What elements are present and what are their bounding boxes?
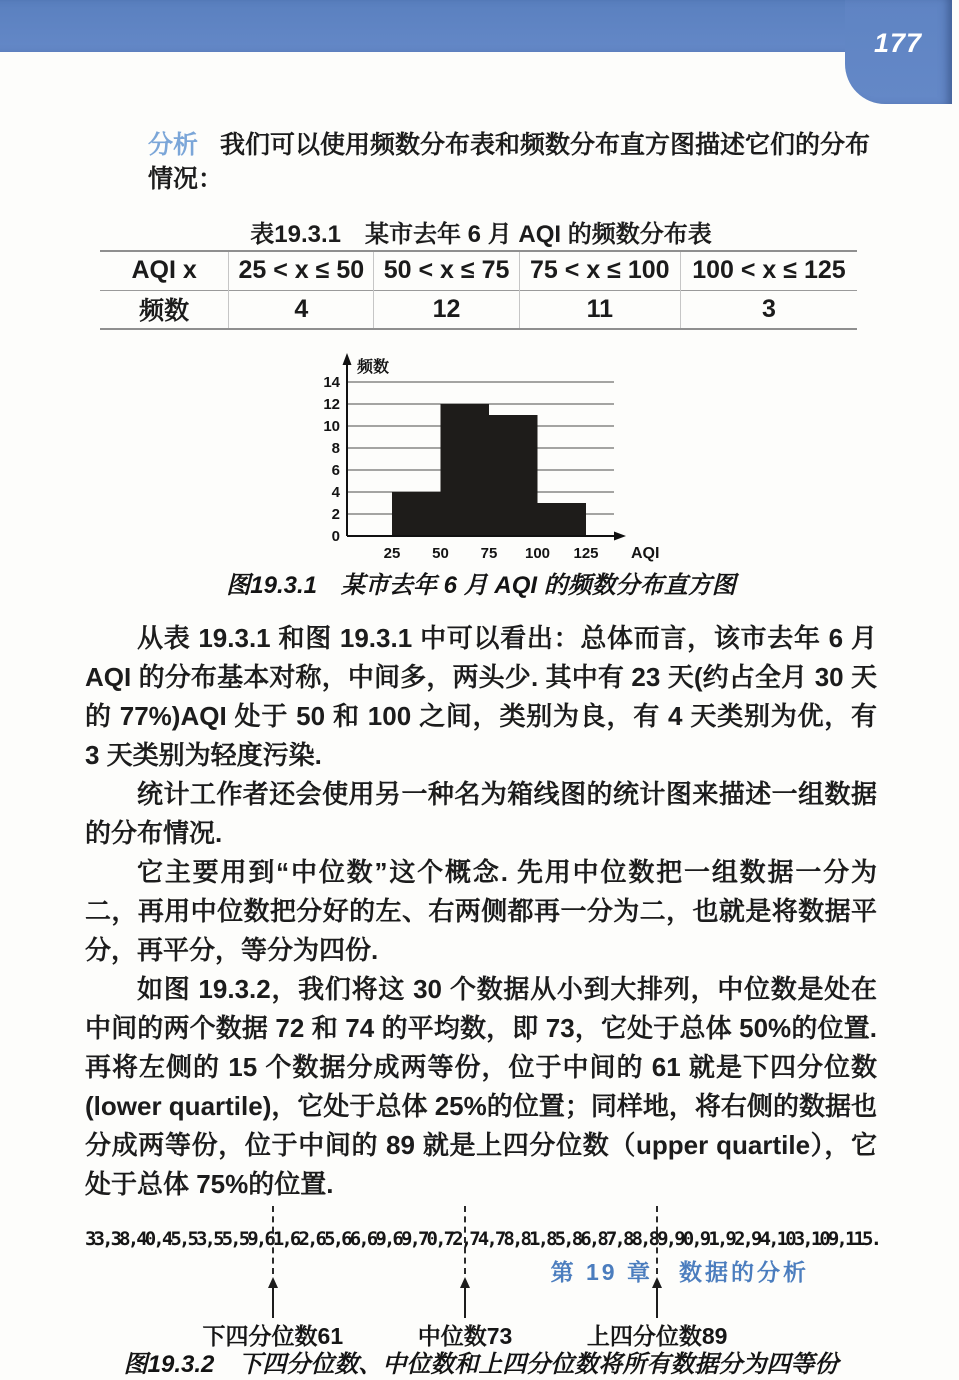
paragraph: 从表 19.3.1 和图 19.3.1 中可以看出：总体而言，该市去年 6 月 AQI 的分布基本对称，中间多，两头少. 其中有 23 天(约占全月 30 天的 77%)AQI 处于 50 和 100 之间，类别为良，有 4 天类别为优，有 3 天类别为轻度污染. <box>85 623 877 770</box>
x-tick-label: 50 <box>432 545 449 562</box>
quartile-label: 上四分位数89 <box>586 1323 728 1349</box>
analysis-label: 分析 <box>148 131 199 159</box>
table-header-cell: 75 < x ≤ 100 <box>519 251 680 290</box>
histogram-svg <box>317 346 667 571</box>
frequency-cell: 12 <box>374 290 519 329</box>
histogram-figure <box>317 346 667 571</box>
quartile-label: 下四分位数61 <box>202 1323 344 1349</box>
y-tick-label: 14 <box>323 374 340 391</box>
data-sequence: 33,38,40,45,53,55,59,61,62,65,66,69,69,70,72,74,78,81,85,86,87,88,89,90,91,92,94,103,109,115. <box>85 1228 880 1250</box>
page-content <box>85 128 880 1380</box>
analysis-text: 我们可以使用频数分布表和频数分布直方图描述它们的分布情况： <box>148 131 871 193</box>
dashed-line-icon <box>272 1206 274 1274</box>
y-tick-label: 4 <box>331 484 340 501</box>
quartile-figure-caption: 图19.3.2 下四分位数、中位数和上四分位数将所有数据分为四等份 <box>123 1351 839 1378</box>
histogram-bar <box>538 503 587 536</box>
y-axis-arrow-icon <box>343 353 352 365</box>
quartile-label: 中位数73 <box>417 1323 513 1349</box>
up-arrow-icon <box>464 1287 466 1318</box>
paragraph: 统计工作者还会使用另一种名为箱线图的统计图来描述一组数据的分布情况. <box>85 779 877 848</box>
analysis-line <box>148 128 877 196</box>
x-axis-arrow-icon <box>614 532 626 541</box>
table-header-cell: 100 < x ≤ 125 <box>680 251 857 290</box>
frequency-cell: 4 <box>229 290 374 329</box>
body-text <box>85 619 877 1204</box>
table-header-row <box>100 251 857 290</box>
y-tick-label: 6 <box>331 462 340 479</box>
frequency-cell: 3 <box>680 290 857 329</box>
up-arrow-icon <box>272 1287 274 1318</box>
x-tick-label: 100 <box>524 545 551 562</box>
histogram-bar <box>489 415 538 536</box>
y-tick-label: 12 <box>323 396 340 413</box>
row-label-cell: 频数 <box>139 297 190 326</box>
histogram-caption: 图19.3.1 某市去年 6 月 AQI 的频数分布直方图 <box>226 572 736 599</box>
chapter-footer: 第 19 章 数据的分析 <box>550 1259 809 1285</box>
page-corner-tab <box>845 0 952 104</box>
y-tick-label: 0 <box>331 528 340 545</box>
up-arrow-icon <box>656 1287 658 1318</box>
paragraph: 它主要用到“中位数”这个概念. 先用中位数把一组数据一分为二，再用中位数把分好的左、右两侧都再一分为二，也就是将数据平分，再平分，等分为四份. <box>85 857 877 965</box>
x-tick-label: 25 <box>383 545 401 562</box>
histogram-bar <box>441 404 490 536</box>
y-tick-label: 8 <box>331 440 340 457</box>
table-data-row <box>100 290 857 329</box>
x-tick-label: 125 <box>573 545 599 562</box>
histogram-bar <box>392 492 441 536</box>
y-tick-label: 10 <box>323 418 340 435</box>
table-header-cell: AQI x <box>131 256 197 285</box>
table-header-cell: 50 < x ≤ 75 <box>374 251 519 290</box>
dashed-line-icon <box>464 1206 466 1274</box>
table-title: 表19.3.1 某市去年 6 月 AQI 的频数分布表 <box>250 221 712 248</box>
y-axis-title: 频数 <box>357 359 390 376</box>
y-tick-label: 2 <box>331 506 340 523</box>
table-header-cell: 25 < x ≤ 50 <box>229 251 374 290</box>
frequency-cell: 11 <box>519 290 680 329</box>
x-axis-title: AQI <box>631 545 660 562</box>
page-number: 177 <box>873 28 923 58</box>
x-tick-label: 75 <box>480 545 498 562</box>
header-bar <box>0 0 952 52</box>
frequency-table <box>100 250 857 330</box>
paragraph: 如图 19.3.2，我们将这 30 个数据从小到大排列，中位数是处在中间的两个数据 72 和 74 的平均数，即 73，它处于总体 50%的位置. 再将左侧的 15 个数据分成两等份，位于中间的 61 就是下四分位数(lower quartile)，它处于总体 25%的位置；同样地，将右侧的数据也分成两等份，位于中间的 89 就是上四分位数（upper quartile），它处于总体 75%的位置. <box>85 974 877 1199</box>
